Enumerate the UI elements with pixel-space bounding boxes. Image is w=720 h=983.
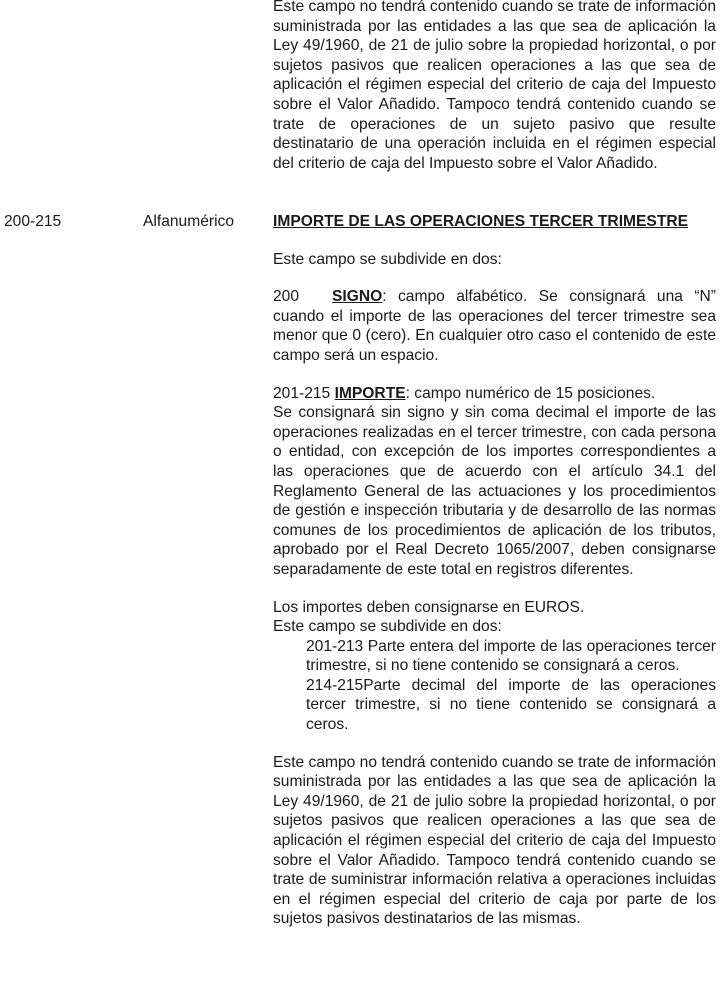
signo-paragraph [273, 287, 716, 365]
subdivide-note: Este campo se subdivide en dos: [273, 618, 502, 636]
importe-detail: Se consignará sin signo y sin coma decimal el importe de las operaciones realizadas en el tercer trimestre, con cada persona o entidad, con excepción de los importes correspondientes a las operaciones que de acuerdo con el artículo 34.1 del Reglamento General de las actuaciones y los procedimientos de gestión e inspección tributaria y de desarrollo de las normas comunes de los procedimientos de aplicación de los tributos, aprobado por el Real Decreto 1065/2007, deben consignarse separadamente de este total en registros diferentes. [273, 404, 716, 578]
field-description [273, 212, 716, 929]
subfield-code: 214-215 [306, 676, 364, 694]
signo-text: : campo alfabético. Se consignará una “N” cuando el importe de las operaciones del tercer trimestre sea menor que 0 (cero). En cualquier otro caso el contenido de este campo será un espacio. [273, 288, 716, 364]
top-paragraph-block [273, 0, 716, 173]
importe-text: : campo numérico de 15 posiciones. [405, 384, 656, 402]
bottom-paragraph: Este campo no tendrá contenido cuando se trate de información suministrada por las entidades a las que sea de aplicación la Ley 49/1960, de 21 de julio sobre la propiedad horizontal, o por sujetos pasivos que realicen operaciones a las que sea de aplicación el régimen especial del criterio de caja del Impuesto sobre el Valor Añadido. Tampoco tendrá contenido cuando se trate de suministrar información relativa a operaciones incluidas en el régimen especial del criterio de caja por parte de los sujetos pasivos destinatarios de las mismas. [273, 753, 716, 928]
field-position: 200-215 [4, 213, 62, 230]
field-intro: Este campo se subdivide en dos: [273, 250, 502, 268]
signo-code: 200 [273, 288, 300, 306]
signo-label: SIGNO [332, 288, 383, 306]
top-paragraph: Este campo no tendrá contenido cuando se trate de información suministrada por las entidades a las que sea de aplicación la Ley 49/1960, de 21 de julio sobre la propiedad horizontal, o por sujetos pasivos que realicen operaciones a las que sea de aplicación el régimen especial del criterio de caja del Impuesto sobre el Valor Añadido. Tampoco tendrá contenido cuando se trate de operaciones de un sujeto pasivo que resulte destinatario de una operación incluida en el régimen especial del criterio de caja del Impuesto sobre el Valor Añadido. [273, 0, 716, 172]
importe-paragraph [273, 384, 716, 404]
subfield-code: 201-213 [306, 637, 364, 655]
field-title: IMPORTE DE LAS OPERACIONES TERCER TRIMESTRE [273, 213, 689, 230]
euros-note: Los importes deben consignarse en EUROS. [273, 598, 585, 616]
importe-code: 201-215 [273, 384, 331, 402]
importe-label: IMPORTE [334, 384, 406, 402]
subfield-item [306, 676, 716, 735]
subfield-text: Parte decimal del importe de las operaciones tercer trimestre, si no tiene contenido se consignará a ceros. [306, 676, 716, 734]
subfield-item [306, 637, 716, 676]
subfield-text: Parte entera del importe de las operaciones tercer trimestre, si no tiene contenido se consignará a ceros. [306, 637, 716, 675]
field-type: Alfanumérico [143, 213, 235, 230]
